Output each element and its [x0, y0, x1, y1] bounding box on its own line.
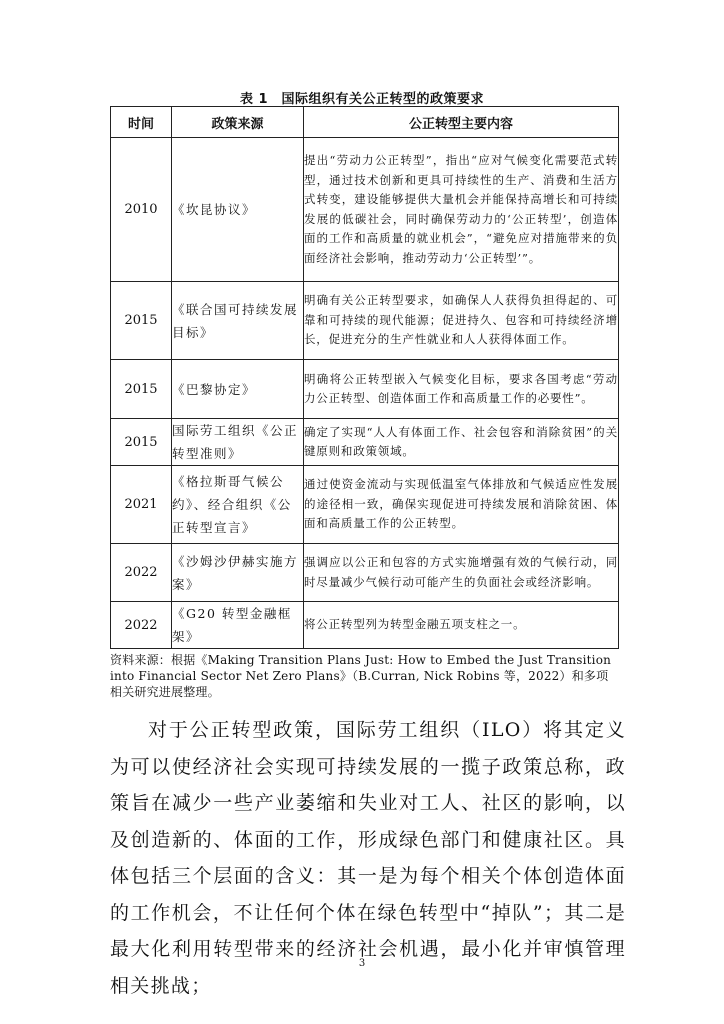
row-content: 强调应以公正和包容的方式实施增强有效的气候行动，同时尽量减少气候行动可能产生的负面社会或经济影响。	[304, 544, 619, 602]
table-caption: 表 1 国际组织有关公正转型的政策要求	[239, 92, 485, 107]
row-year: 2022	[111, 602, 172, 649]
row-content: 提出“劳动力公正转型”，指出“应对气候变化需要范式转型，通过技术创新和更具可持续性的生产、消费和生活方式转变，建设能够提供大量机会并能保持高增长和可持续发展的低碳社会，同时确保劳动力的‘公正转型’，创造体面的工作和高质量的就业机会”，“避免应对措施带来的负面经济社会影响，推动劳动力‘公正转型’”。	[304, 138, 619, 282]
table-row	[111, 282, 619, 360]
row-year: 2022	[111, 544, 172, 602]
table-header-row	[111, 107, 619, 138]
page-number: 3	[358, 958, 366, 969]
table-row	[111, 602, 619, 649]
row-content: 通过使资金流动与实现低温室气体排放和气候适应性发展的途径相一致，确保实现促进可持续发展和消除贫困、体面和高质量工作的公正转型。	[304, 466, 619, 544]
row-year: 2015	[111, 282, 172, 360]
table-row	[111, 138, 619, 282]
row-content: 将公正转型列为转型金融五项支柱之一。	[304, 602, 619, 649]
row-year: 2010	[111, 138, 172, 282]
row-year: 2015	[111, 419, 172, 466]
row-content: 明确有关公正转型要求，如确保人人获得负担得起的、可靠和可持续的现代能源；促进持久、包容和可持续经济增长，促进充分的生产性就业和人人获得体面工作。	[304, 282, 619, 360]
row-source: 《格拉斯哥气候公约》、经合组织《公正转型宣言》	[172, 466, 304, 544]
row-content: 确定了实现“人人有体面工作、社会包容和消除贫困”的关键原则和政策领域。	[304, 419, 619, 466]
source-note: 资料来源：根据《Making Transition Plans Just: How to Embed the Just Transition into Financial Sector Net Zero Plans》（B.Curran, Nick Robins 等，2022）和多项相关研究进展整理。	[110, 653, 612, 699]
table-row	[111, 419, 619, 466]
table-row	[111, 360, 619, 419]
row-source: 《巴黎协定》	[172, 360, 304, 419]
table-row	[111, 544, 619, 602]
body-paragraph: 对于公正转型政策，国际劳工组织（ILO）将其定义为可以使经济社会实现可持续发展的一揽子政策总称，政策旨在减少一些产业萎缩和失业对工人、社区的影响，以及创造新的、体面的工作，形成绿色部门和健康社区。具体包括三个层面的含义：其一是为每个相关个体创造体面的工作机会，不让任何个体在绿色转型中“掉队”；其二是最大化利用转型带来的经济社会机遇，最小化并审慎管理相关挑战；	[110, 719, 626, 997]
row-source: 《坎昆协议》	[172, 138, 304, 282]
row-content: 明确将公正转型嵌入气候变化目标，要求各国考虑“劳动力公正转型、创造体面工作和高质量工作的必要性”。	[304, 360, 619, 419]
row-year: 2015	[111, 360, 172, 419]
table-row	[111, 466, 619, 544]
header-year: 时间	[111, 107, 172, 138]
header-source: 政策来源	[172, 107, 304, 138]
row-source: 《沙姆沙伊赫实施方案》	[172, 544, 304, 602]
header-content: 公正转型主要内容	[304, 107, 619, 138]
row-year: 2021	[111, 466, 172, 544]
row-source: 国际劳工组织《公正转型准则》	[172, 419, 304, 466]
row-source: 《G20 转型金融框架》	[172, 602, 304, 649]
policy-table	[110, 106, 619, 649]
row-source: 《联合国可持续发展目标》	[172, 282, 304, 360]
